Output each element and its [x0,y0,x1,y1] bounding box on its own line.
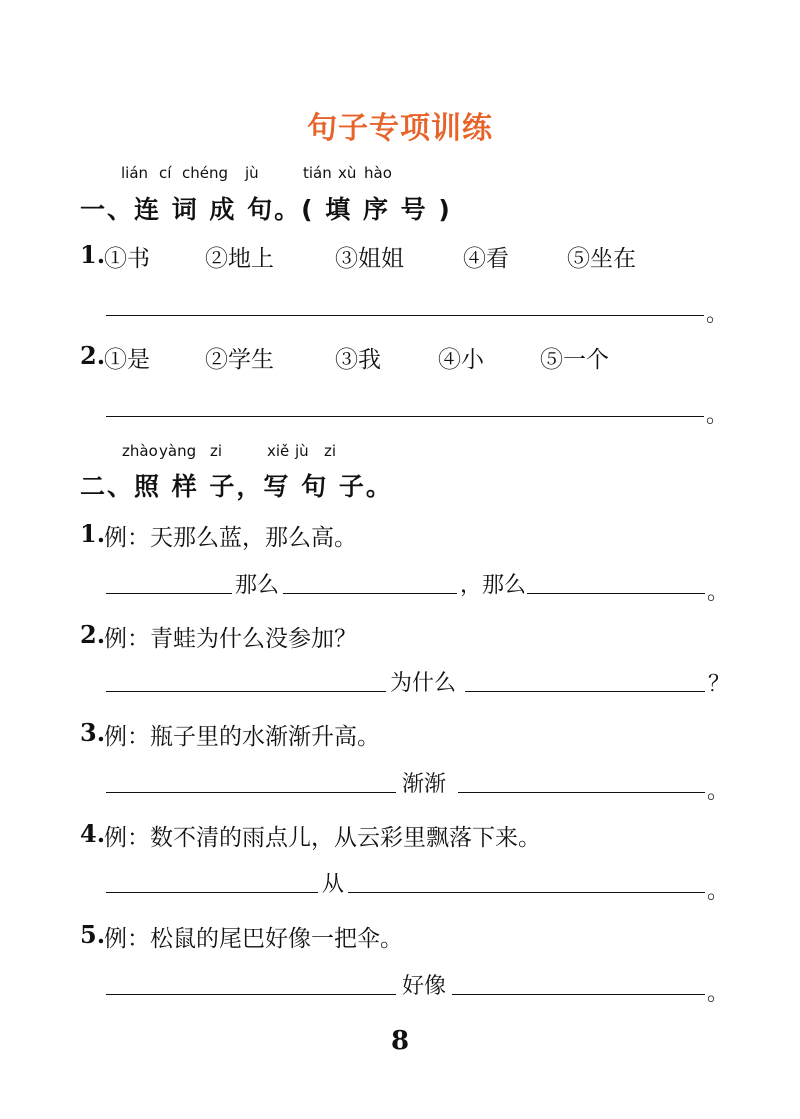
answer-line[interactable] [106,994,396,995]
example-sentence: 例：天那么蓝，那么高。 [104,525,357,551]
pinyin-zhao: zhào [122,442,158,460]
pinyin-xie: xiě [267,442,290,460]
question-number: 2. [80,620,106,649]
page-title: 句子专项训练 [307,111,493,146]
option-1: ①是 [104,347,150,373]
section-1-heading: 一、连 词 成 句。( 填 序 号 ) [80,195,452,224]
pinyin-ju: jù [295,442,309,460]
option-5: ⑤一个 [540,347,609,373]
answer-line[interactable] [458,792,705,793]
end-punctuation: 。 [707,879,730,904]
end-punctuation: 。 [707,981,730,1006]
option-5: ⑤坐在 [567,246,636,272]
pinyin-yang: yàng [159,442,197,460]
question-number: 2. [80,341,106,370]
question-number: 5. [80,920,106,949]
option-2: ②地上 [205,246,274,272]
option-3: ③我 [335,347,381,373]
answer-line[interactable] [106,416,704,417]
answer-line[interactable] [348,892,705,893]
example-sentence: 例：数不清的雨点儿，从云彩里飘落下来。 [104,825,541,851]
section-2-heading: 二、照 样 子，写 句 子。 [80,472,393,501]
pinyin-xu: xù [338,164,357,182]
answer-line[interactable] [106,315,704,316]
option-1: ①书 [104,246,150,272]
question-number: 1. [80,240,106,269]
pinyin-zi: zi [210,442,223,460]
given-word: 那么 [235,573,280,598]
answer-line[interactable] [106,892,318,893]
answer-line[interactable] [283,593,457,594]
end-punctuation: 。 [706,403,729,428]
answer-line[interactable] [452,994,705,995]
given-word: ，那么 [460,573,527,598]
pinyin-cheng: chéng [182,164,229,182]
pinyin-tian: tián [303,164,332,182]
answer-line[interactable] [527,593,705,594]
example-sentence: 例：松鼠的尾巴好像一把伞。 [104,926,403,952]
answer-line[interactable] [106,691,386,692]
option-3: ③姐姐 [335,246,404,272]
end-punctuation: 。 [706,302,729,327]
option-4: ④小 [438,347,484,373]
answer-line[interactable] [465,691,705,692]
example-sentence: 例：青蛙为什么没参加？ [104,626,357,652]
page-number: 8 [390,1026,410,1056]
pinyin-zi-2: zi [324,442,337,460]
end-punctuation: ？ [708,672,731,697]
pinyin-hao: hào [364,164,392,182]
given-word: 为什么 [390,671,457,696]
given-word: 好像 [402,974,447,999]
question-number: 1. [80,519,106,548]
option-4: ④看 [463,246,509,272]
question-number: 3. [80,718,106,747]
pinyin-ju: jù [245,164,259,182]
end-punctuation: 。 [707,580,730,605]
answer-line[interactable] [106,593,232,594]
example-sentence: 例：瓶子里的水渐渐升高。 [104,724,380,750]
pinyin-lian: lián [121,164,149,182]
end-punctuation: 。 [707,779,730,804]
given-word: 从 [322,872,345,897]
answer-line[interactable] [106,792,396,793]
question-number: 4. [80,819,106,848]
option-2: ②学生 [205,347,274,373]
pinyin-ci: cí [159,164,172,182]
given-word: 渐渐 [402,772,447,797]
